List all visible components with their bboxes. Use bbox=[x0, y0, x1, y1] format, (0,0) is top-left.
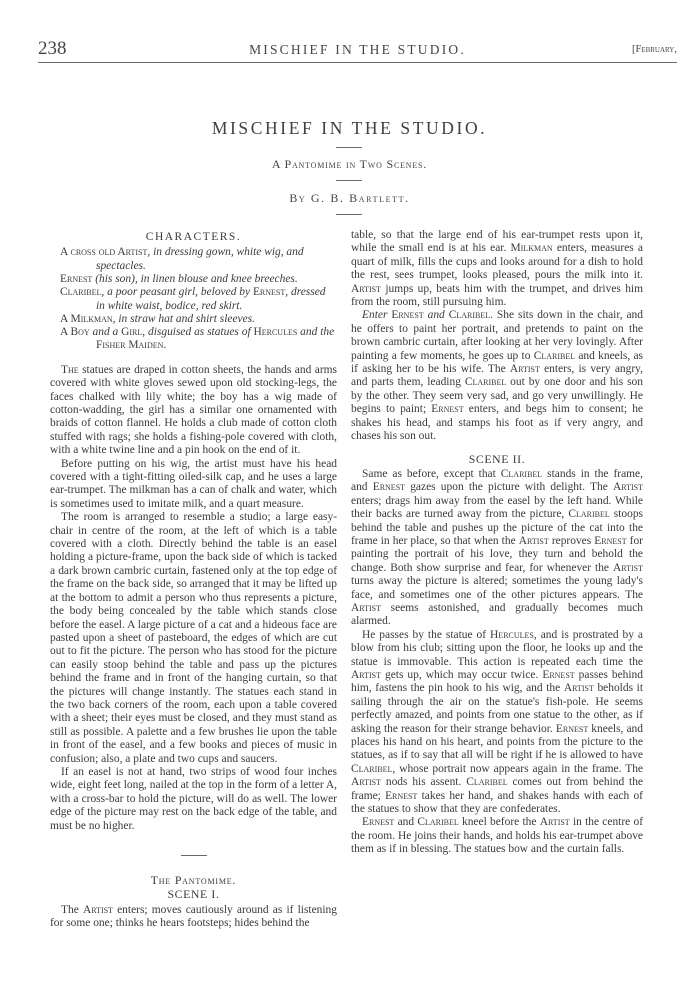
running-head bbox=[38, 40, 677, 63]
character-item bbox=[60, 326, 337, 353]
page-number: 238 bbox=[38, 38, 67, 59]
character-name: Ernest, bbox=[252, 286, 289, 299]
character-desc: a poor peasant girl, beloved by bbox=[104, 286, 253, 299]
right-column bbox=[351, 229, 643, 857]
divider-rule bbox=[336, 180, 362, 181]
scene-paragraph-continued: table, so that the large end of his ear-trumpet rests upon it, while the small end is at his ear. Milkman enters, measures a quart of milk, fills the cups and looks around for a dish to hold the rest, sees trumpet, looks pleased, pours the milk into it. Artist jumps up, beats him with the trumpet, and drives him from the room, still pursuing him. bbox=[351, 229, 643, 309]
character-name: A cross old Artist, bbox=[60, 246, 151, 259]
lead-word: The bbox=[61, 363, 79, 376]
character-name: Fisher Maiden. bbox=[96, 339, 167, 352]
character-desc: dressed in white waist, bodice, red skirt. bbox=[96, 286, 326, 312]
scene-paragraph: Enter Ernest and Claribel. She sits down in the chair, and he offers to paint her portrait, and pretends to paint on the brown cambric curtain, after looking at her very lovingly. After painting a few moments, he goes up to Claribel and kneels, as if asking her to be his wife. The Artist enters, is very angry, and parts them, leading Claribel out by one door and his son by the other. They seem very sad, and go very unwillingly. He begins to paint; Ernest enters, and begs him to consent; he shakes his head, and stamps his foot as if very angry, and chases his son out. bbox=[351, 309, 644, 443]
character-item bbox=[60, 313, 337, 326]
article-subtitle: A Pantomime in Two Scenes. bbox=[271, 157, 428, 171]
scene-paragraph: He passes by the statue of Hercules, and is prostrated by a blow from his club; sitting upon the floor, he looks up and the statue is immovable. This action is repeated each time the Artist gets up, which may occur twice. Ernest passes behind him, fastens the pin hook to his wig, and the Artist beholds it sailing through the air on the statue's fish-pole. He seems perfectly amazed, and points from one statue to the other, as if asking the reason for their strange behavior. Ernest kneels, and places his hand on his heart, and points from the picture to the statues, as if to say that all will be right if he is allowed to have Claribel, whose portrait now appears again in the frame. The Artist nods his assent. Claribel comes out from behind the frame; Ernest takes her hand, and shakes hands with each of the statues to show that they are confederates. bbox=[351, 628, 644, 816]
scene-2-heading: SCENE II. bbox=[468, 451, 526, 466]
character-desc: and the bbox=[297, 326, 335, 339]
divider-rule bbox=[336, 214, 362, 215]
scene-paragraph: Same as before, except that Claribel stands in the frame, and Ernest gazes upon the picture with delight. The Artist enters; drags him away from the easel by the left hand. While their backs are turned away from the picture, Claribel stoops behind the table and pushes up the picture of the cat into the frame in her place, so that when the Artist reproves Ernest for painting the portrait of his love, they turn and behold the change. Both show surprise and fear, for whenever the Artist turns away the picture is altered; sometimes the young lady's face, and sometimes one of the other pictures appears. The Artist seems astonished, and gradually becomes much alarmed. bbox=[351, 467, 643, 628]
paragraph-text: statues are draped in cotton sheets, the hands and arms covered with white gloves sewed upon old stocking-legs, the faces chalked with lily white; the boy has a wig made of cotton-wadding, the girl has a similar one ornamented with braids of cotton flannel. He holds a club made of cotton cloth stuffed with rags; she holds a fishing-pole covered with cloth, with a white twine line and a pin hook on the end of it. bbox=[50, 363, 337, 457]
scene-1-heading: SCENE I. bbox=[167, 887, 220, 902]
character-desc: (his son), in linen blouse and knee breeches. bbox=[92, 273, 298, 285]
character-name: Hercules bbox=[253, 326, 298, 339]
character-name: Ernest bbox=[60, 273, 93, 285]
section-divider bbox=[181, 855, 207, 856]
running-month: [February, bbox=[631, 44, 677, 55]
character-desc: in straw hat and shirt sleeves. bbox=[115, 312, 255, 325]
character-desc: in dressing gown, white wig, and spectacles. bbox=[96, 246, 304, 272]
character-desc: disguised as statues of bbox=[145, 326, 254, 339]
intro-paragraph: Before putting on his wig, the artist must have his head covered with a tight-fitting oiled-silk cap, and he uses a large ear-trumpet. The milkman has a can of chalk and water, which is sometimes used to imitate milk, and a quart measure. bbox=[50, 457, 337, 510]
article-author: By G. B. Bartlett. bbox=[289, 191, 410, 205]
character-item bbox=[60, 286, 337, 313]
intro-paragraph bbox=[50, 364, 337, 458]
character-desc: and a bbox=[89, 326, 122, 339]
pantomime-heading: The Pantomime. bbox=[150, 873, 237, 887]
intro-paragraph: If an easel is not at hand, two strips of wood four inches wide, eight feet long, nailed at the top in the form of a letter A, with a cross-bar to hold the picture, will do as well. The lower edge of the picture may rest on the back edge of the table, and must be no higher. bbox=[50, 765, 337, 832]
divider-rule bbox=[336, 147, 362, 148]
left-column bbox=[50, 229, 337, 931]
character-name: Claribel, bbox=[60, 286, 105, 299]
character-item bbox=[60, 246, 337, 273]
character-name: Girl, bbox=[121, 326, 146, 339]
character-name: A Boy bbox=[60, 326, 90, 339]
scene-paragraph: Ernest and Claribel kneel before the Artist in the centre of the room. He joins their hands, and holds his ear-trumpet above them as if in blessing. The statues bow and the curtain falls. bbox=[351, 816, 644, 856]
characters-heading: CHARACTERS. bbox=[145, 231, 242, 243]
character-name: A Milkman, bbox=[60, 312, 116, 325]
intro-paragraph: The room is arranged to resemble a studio; a large easy-chair in centre of the room, at the left of which is a table covered with a cloth. Directly behind the table is an easel holding a picture-frame, upon the back side of which is tacked a dark brown cambric curtain, fastened only at the top edge of the frame on the back side, so arranged that it may be lifted up at the bottom to admit a person who thus represents a picture, the body being concealed by the table which stands close before the easel. A large picture of a cat and a hideous face are pasted upon a sheet of pasteboard, the edges of which are cut out to fit the picture. The person who has stood for the picture can easily stoop behind the table and pass up the pictures behind the frame and in front of the hanging curtain, so that the pictures will change instantly. The statues each stand in the two back corners of the room, each upon a table covered with a sheet; their eyes must be closed, and they must stand as still as possible. A palette and a few brushes lie upon the table in front of the easel, and a few books and pieces of music in confusion; also, a plate and two cups and saucers. bbox=[50, 511, 337, 765]
scene-paragraph: The Artist enters; moves cautiously around as if listening for some one; thinks he hears footsteps; hides behind the bbox=[50, 903, 337, 930]
running-title: MISCHIEF IN THE STUDIO. bbox=[249, 42, 466, 57]
character-item bbox=[60, 273, 337, 286]
article-title: MISCHIEF IN THE STUDIO. bbox=[211, 118, 488, 138]
